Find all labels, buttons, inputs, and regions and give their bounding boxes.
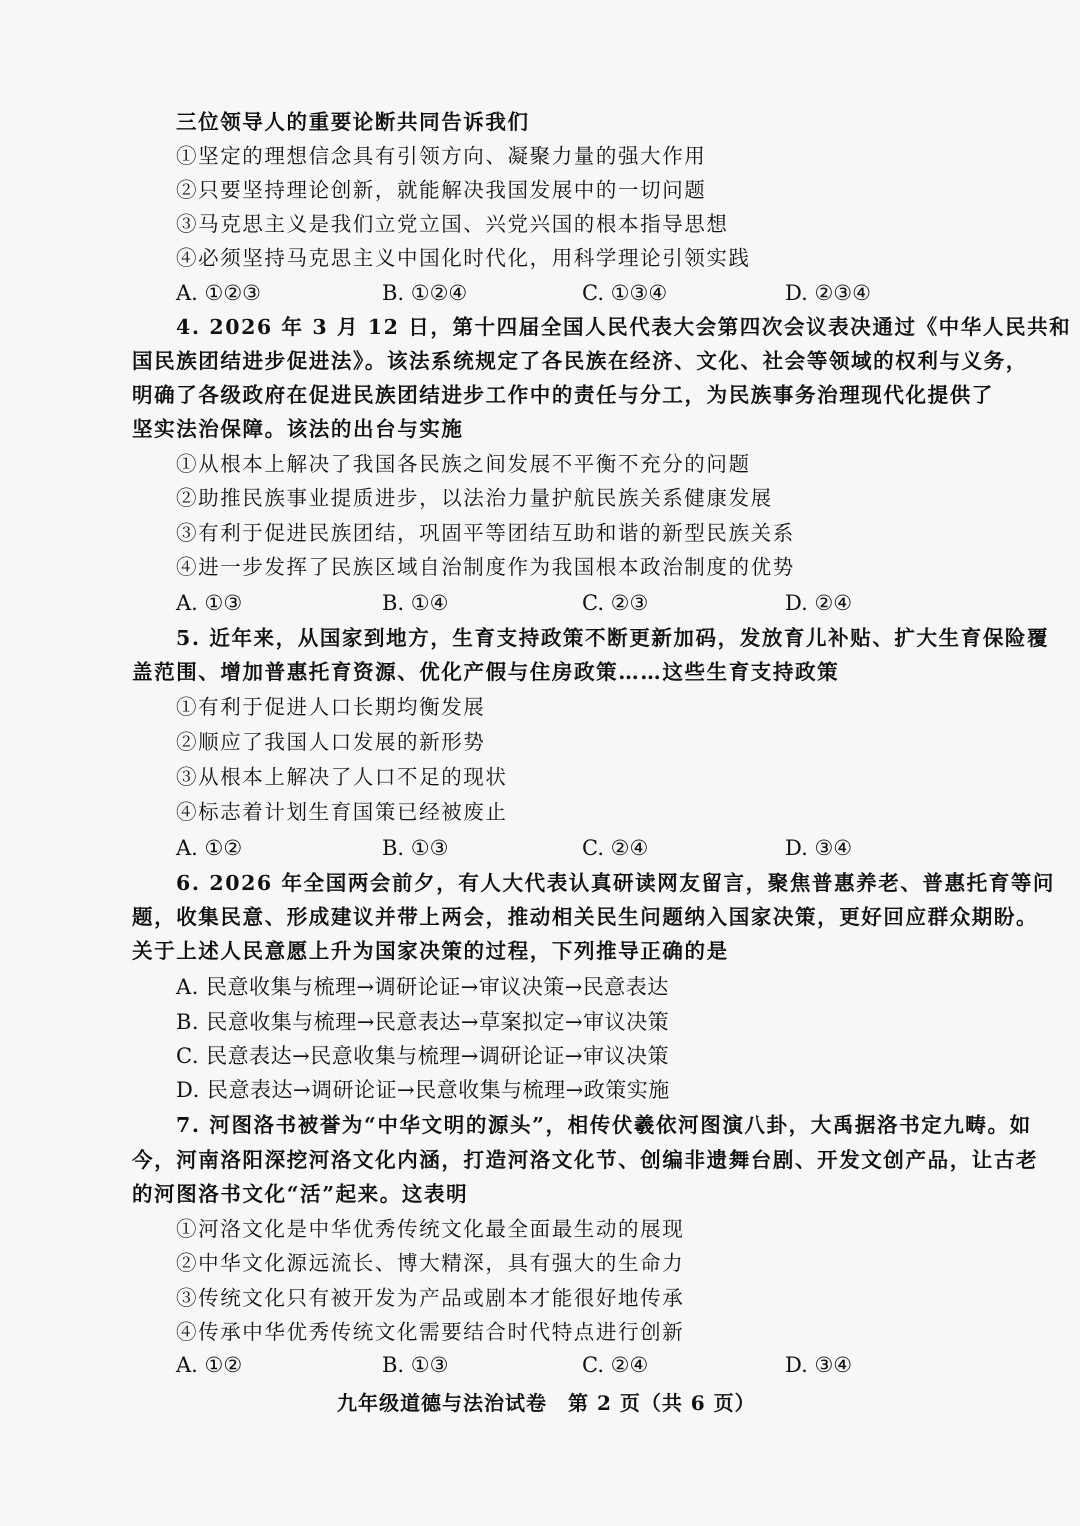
q4-option-b: B. ①④ [382,591,449,615]
q7-item-3: ③传统文化只有被开发为产品或剧本才能很好地传承 [176,1286,685,1310]
q6-option-a: A. 民意收集与梳理→调研论证→审议决策→民意表达 [176,975,669,999]
q5-option-d: D. ③④ [785,836,853,860]
q4-item-1: ①从根本上解决了我国各民族之间发展不平衡不充分的问题 [176,452,751,476]
q6-option-c: C. 民意表达→民意收集与梳理→调研论证→审议决策 [176,1044,669,1068]
q7-option-d: D. ③④ [785,1353,853,1377]
q3-option-a: A. ①②③ [176,281,261,305]
q4-item-3: ③有利于促进民族团结，巩固平等团结互助和谐的新型民族关系 [176,521,795,545]
q3-item-4: ④必须坚持马克思主义中国化时代化，用科学理论引领实践 [176,246,751,270]
q3-option-d: D. ②③④ [785,281,871,305]
q5-item-4: ④标志着计划生育国策已经被废止 [176,800,508,824]
q4-option-d: D. ②④ [785,591,853,615]
q3-option-b: B. ①②④ [382,281,468,305]
q5-item-1: ①有利于促进人口长期均衡发展 [176,695,486,719]
q6-option-d: D. 民意表达→调研论证→民意收集与梳理→政策实施 [176,1078,670,1102]
q5-stem-line-1: 5. 近年来，从国家到地方，生育支持政策不断更新加码，发放育儿补贴、扩大生育保险覆 [176,626,1050,650]
q3-option-c: C. ①③④ [582,281,668,305]
q4-item-2: ②助推民族事业提质进步，以法治力量护航民族关系健康发展 [176,486,773,510]
q7-stem-line-3: 的河图洛书文化“活”起来。这表明 [132,1182,469,1206]
q4-stem-line-4: 坚实法治保障。该法的出台与实施 [132,417,464,441]
q7-item-4: ④传承中华优秀传统文化需要结合时代特点进行创新 [176,1320,685,1344]
q6-option-b: B. 民意收集与梳理→民意表达→草案拟定→审议决策 [176,1010,670,1034]
q5-stem-line-2: 盖范围、增加普惠托育资源、优化产假与住房政策……这些生育支持政策 [132,660,840,684]
q7-stem-line-2: 今，河南洛阳深挖河洛文化内涵，打造河洛文化节、创编非遗舞台剧、开发文创产品，让古老 [132,1148,1039,1172]
q7-option-c: C. ②④ [582,1353,649,1377]
q5-option-c: C. ②④ [582,836,649,860]
q4-stem-line-3: 明确了各级政府在促进民族团结进步工作中的责任与分工，为民族事务治理现代化提供了 [132,383,994,407]
q5-item-2: ②顺应了我国人口发展的新形势 [176,730,486,754]
q5-option-b: B. ①③ [382,836,449,860]
q4-stem-line-1: 4. 2026 年 3 月 12 日，第十四届全国人民代表大会第四次会议表决通过《中华人民共和 [176,315,1072,339]
q6-stem-line-3: 关于上述人民意愿上升为国家决策的过程，下列推导正确的是 [132,939,729,963]
q3-item-2: ②只要坚持理论创新，就能解决我国发展中的一切问题 [176,178,707,202]
q7-item-1: ①河洛文化是中华优秀传统文化最全面最生动的展现 [176,1217,685,1241]
q7-item-2: ②中华文化源远流长、博大精深，具有强大的生命力 [176,1251,685,1275]
q3-item-3: ③马克思主义是我们立党立国、兴党兴国的根本指导思想 [176,212,729,236]
q7-option-a: A. ①② [176,1353,243,1377]
q5-option-a: A. ①② [176,836,243,860]
q3-item-1: ①坚定的理想信念具有引领方向、凝聚力量的强大作用 [176,144,707,168]
q4-item-4: ④进一步发挥了民族区域自治制度作为我国根本政治制度的优势 [176,555,795,579]
q5-item-3: ③从根本上解决了人口不足的现状 [176,765,508,789]
q4-stem-line-2: 国民族团结进步促进法》。该法系统规定了各民族在经济、文化、社会等领域的权利与义务， [132,349,1028,373]
q7-option-b: B. ①③ [382,1353,449,1377]
q3-stem-tail: 三位领导人的重要论断共同告诉我们 [176,110,530,134]
q4-option-c: C. ②③ [582,591,649,615]
q7-stem-line-1: 7. 河图洛书被誉为“中华文明的源头”，相传伏羲依河图演八卦，大禹据洛书定九畴。如 [176,1113,1032,1137]
q6-stem-line-2: 题，收集民意、形成建议并带上两会，推动相关民生问题纳入国家决策，更好回应群众期盼。 [132,905,1039,929]
page-footer: 九年级道德与法治试卷 第 2 页（共 6 页） [337,1391,756,1415]
q4-option-a: A. ①③ [176,591,243,615]
q6-stem-line-1: 6. 2026 年全国两会前夕，有人大代表认真研读网友留言，聚焦普惠养老、普惠托育等问 [176,871,1056,895]
